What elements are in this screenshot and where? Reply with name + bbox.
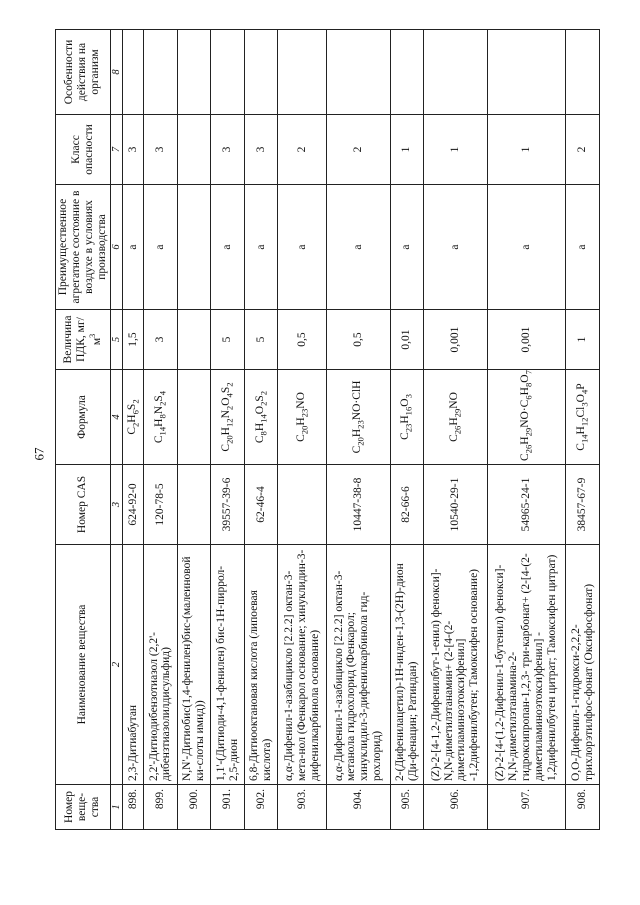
aggregate-state: а [566, 185, 600, 310]
column-index: 1 [110, 785, 123, 830]
hazard-class: 3 [244, 115, 278, 185]
pdk-value: 1,5 [123, 310, 144, 370]
hazard-class: 3 [123, 115, 144, 185]
table-row [326, 30, 390, 830]
column-index: 5 [110, 310, 123, 370]
row-number: 908. [566, 785, 600, 830]
substance-name: О,О-Дифенил-1-гидрокси-2,2,2- трихлорэтилфос-фонат (Оксифосфонат) [566, 545, 600, 785]
hazard-class: 2 [326, 115, 390, 185]
chemical-formula: $C_{14}H_{12}Cl_3O_4P$ [566, 370, 600, 465]
table-row [487, 30, 566, 830]
row-number: 898. [123, 785, 144, 830]
substance-name: N,N'-Дитиобис(1,4-фенилен)бис-(малеиновой ки-слоты имид)) [177, 545, 211, 785]
substance-name: 2,2'-Дитиодибензотиазол (2,2'-дибензтиазолилдисульфид) [144, 545, 178, 785]
effect-notes [211, 30, 245, 115]
pdk-value: 0,5 [278, 310, 327, 370]
column-index: 7 [110, 115, 123, 185]
substance-name: 6,8-Дитиооктановая кислота (липоевая кислота) [244, 545, 278, 785]
cas-number: 120-78-5 [144, 465, 178, 545]
cas-number: 62-46-4 [244, 465, 278, 545]
hazard-class [177, 115, 211, 185]
cas-number: 38457-67-9 [566, 465, 600, 545]
column-index: 3 [110, 465, 123, 545]
aggregate-state: а [326, 185, 390, 310]
header-hazard-class: Класс опасности [56, 115, 111, 185]
aggregate-state: а [211, 185, 245, 310]
substance-name: 2,3-Дитиабутан [123, 545, 144, 785]
effect-notes [144, 30, 178, 115]
substance-name: α,α-Дифенил-1-азабицикло [2.2.2] октан-3-метанола гидрохлорид (Фенкарол; хинуклидил-3-дифенилкарбинола гид-рохлорид) [326, 545, 390, 785]
table-row [211, 30, 245, 830]
pdk-value: 0,01 [390, 310, 424, 370]
substance-name: 1,1'-(Дитиоди-4,1-фенилен) бис-1Н-пиррол- 2,5-дион [211, 545, 245, 785]
aggregate-state: а [278, 185, 327, 310]
cas-number: 82-66-6 [390, 465, 424, 545]
row-number: 899. [144, 785, 178, 830]
table-row [177, 30, 211, 830]
pdk-value [177, 310, 211, 370]
hazard-class: 3 [211, 115, 245, 185]
pdk-value: 5 [211, 310, 245, 370]
hazard-class: 1 [487, 115, 566, 185]
page-number: 67 [31, 447, 47, 461]
substance-name: (Z)-2-[4-1,2-Дифенилбут-1-енил) фенокси]-N,N-диметилэтанамин+ (2-[4-(2-диметиламиноэтокси)фенил] -1,2дифенилбутен; Тамоксифен основание) [424, 545, 488, 785]
chemical-formula: $C_{26}H_{29}NO\cdot C_6H_8O_7$ [487, 370, 566, 465]
substances-table [55, 29, 600, 830]
cas-number: 39557-39-6 [211, 465, 245, 545]
table-row [424, 30, 488, 830]
column-index: 2 [110, 545, 123, 785]
chemical-formula: $C_{20}H_{23}NO\cdot ClH$ [326, 370, 390, 465]
header-num: Номер веще-ства [56, 785, 111, 830]
header-formula: Формула [56, 370, 111, 465]
chemical-formula: $C_2H_6S_2$ [123, 370, 144, 465]
header-pdk: Величина ПДК, $мг/м^3$ [56, 310, 111, 370]
chemical-formula: $C_8H_{14}O_2S_2$ [244, 370, 278, 465]
substance-name: 2-(Дифенилацетил)-1Н-инден-1,3-(2Н)-дион (Ди-фенацин; Ратиндан) [390, 545, 424, 785]
chemical-formula: $C_{23}H_{16}O_3$ [390, 370, 424, 465]
cas-number: 10540-29-1 [424, 465, 488, 545]
substance-name: α,α-Дифенил-1-азабицикло [2.2.2] октан-3- мета-нол (Фенкарол основание; хинуклидин-3-дифенилкарбинола основание) [278, 545, 327, 785]
cas-number [177, 465, 211, 545]
pdk-value: 0,5 [326, 310, 390, 370]
row-number: 907. [487, 785, 566, 830]
header-effect: Особенности действия на организм [56, 30, 111, 115]
header-cas: Номер CAS [56, 465, 111, 545]
row-number: 902. [244, 785, 278, 830]
aggregate-state: а [424, 185, 488, 310]
header-row [56, 30, 111, 830]
hazard-class: 1 [390, 115, 424, 185]
column-index: 6 [110, 185, 123, 310]
effect-notes [278, 30, 327, 115]
column-index: 8 [110, 30, 123, 115]
pdk-value: 0,001 [424, 310, 488, 370]
hazard-class: 2 [566, 115, 600, 185]
table-row [566, 30, 600, 830]
pdk-value: 3 [144, 310, 178, 370]
chemical-formula: $C_{14}H_8N_2S_4$ [144, 370, 178, 465]
table-body [123, 30, 600, 830]
cas-number: 10447-38-8 [326, 465, 390, 545]
chemical-formula: $C_{26}H_{29}NO$ [424, 370, 488, 465]
table-row [123, 30, 144, 830]
aggregate-state: а [487, 185, 566, 310]
pdk-value: 1 [566, 310, 600, 370]
effect-notes [123, 30, 144, 115]
chemical-formula: $C_{20}H_{23}NO$ [278, 370, 327, 465]
rotated-table-frame [55, 30, 600, 830]
hazard-class: 3 [144, 115, 178, 185]
pdk-value: 0,001 [487, 310, 566, 370]
effect-notes [326, 30, 390, 115]
effect-notes [177, 30, 211, 115]
pdk-value: 5 [244, 310, 278, 370]
table-row [244, 30, 278, 830]
aggregate-state: а [144, 185, 178, 310]
column-index-row [110, 30, 123, 830]
cas-number: 54965-24-1 [487, 465, 566, 545]
row-number: 900. [177, 785, 211, 830]
table-row [278, 30, 327, 830]
aggregate-state: а [123, 185, 144, 310]
effect-notes [424, 30, 488, 115]
row-number: 901. [211, 785, 245, 830]
cas-number [278, 465, 327, 545]
effect-notes [244, 30, 278, 115]
table-row [390, 30, 424, 830]
row-number: 904. [326, 785, 390, 830]
chemical-formula: $C_{20}H_{12}N_2O_4S_2$ [211, 370, 245, 465]
row-number: 903. [278, 785, 327, 830]
aggregate-state: а [244, 185, 278, 310]
row-number: 905. [390, 785, 424, 830]
cas-number: 624-92-0 [123, 465, 144, 545]
aggregate-state [177, 185, 211, 310]
hazard-class: 1 [424, 115, 488, 185]
effect-notes [487, 30, 566, 115]
substance-name: (Z)-2-[4-(1,2-Дифенил-1-бутенил) фенокси]-N,N-диметилэтанамина-2-гидроксипропан-1,2,3- три-карбонат+ (2-[4-(2-диметиламиноэтокси)фенил] - 1,2дифенилбутен цитрат; Тамоксифен цитрат) [487, 545, 566, 785]
header-name: Наименование вещества [56, 545, 111, 785]
column-index: 4 [110, 370, 123, 465]
effect-notes [390, 30, 424, 115]
chemical-formula [177, 370, 211, 465]
effect-notes [566, 30, 600, 115]
table-row [144, 30, 178, 830]
row-number: 906. [424, 785, 488, 830]
aggregate-state: а [390, 185, 424, 310]
hazard-class: 2 [278, 115, 327, 185]
header-state: Преимущественное агрегатное состояние в воздухе в условиях производства [56, 185, 111, 310]
